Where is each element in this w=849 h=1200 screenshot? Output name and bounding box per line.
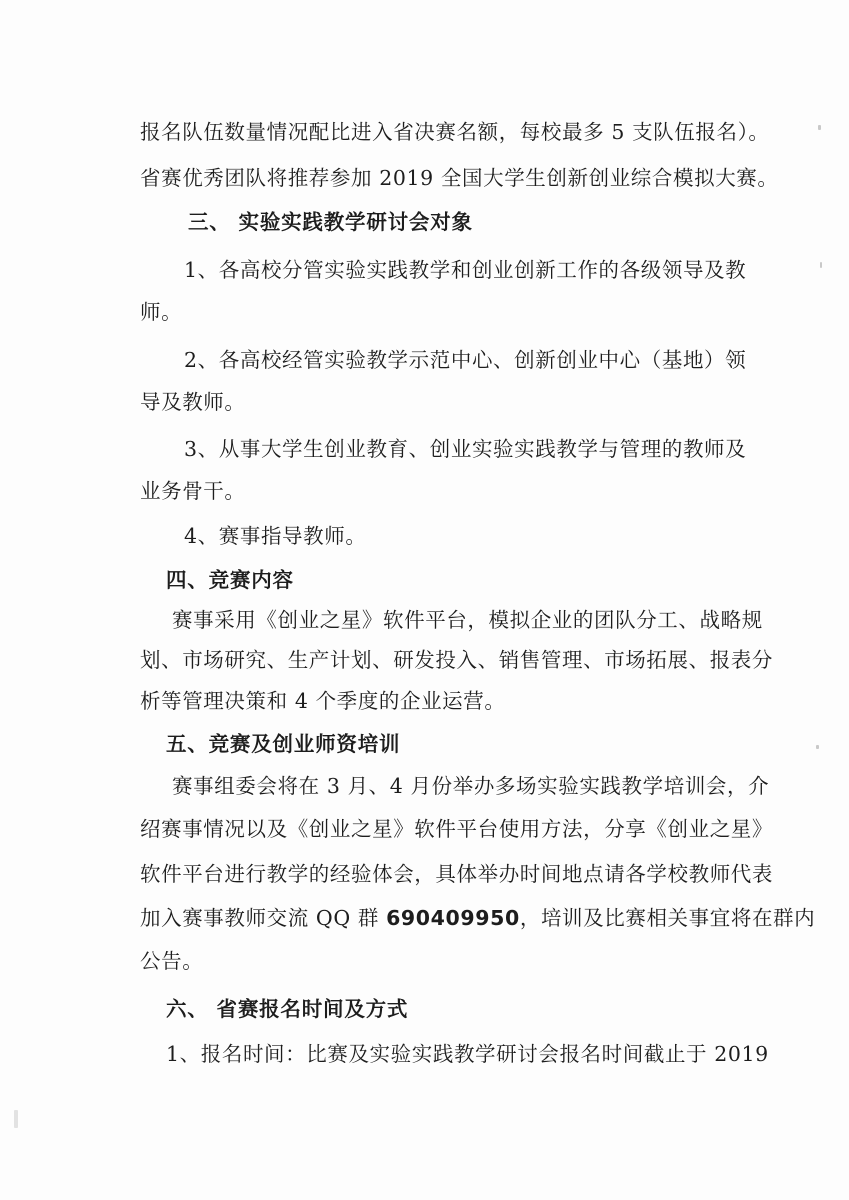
scan-mark (820, 262, 822, 268)
list-item-line: 师。 (140, 300, 183, 324)
section-heading-5: 五、竞赛及创业师资培训 (166, 732, 401, 756)
paragraph-line: 绍赛事情况以及《创业之星》软件平台使用方法，分享《创业之星》 (140, 817, 773, 841)
paragraph-line: 软件平台进行教学的经验体会，具体举办时间地点请各学校教师代表 (140, 862, 773, 886)
section-heading-3: 三、 实验实践教学研讨会对象 (188, 210, 473, 234)
qq-group-text-rest: ，培训及比赛相关事宜将在群内 (519, 906, 816, 930)
section-heading-4: 四、竞赛内容 (166, 568, 294, 592)
scan-mark (818, 125, 821, 130)
list-item-line: 1、各高校分管实验实践教学和创业创新工作的各级领导及教 (184, 258, 747, 282)
paragraph-line-qq (140, 904, 815, 932)
scan-mark (816, 745, 819, 749)
paragraph-line: 赛事组委会将在 3 月、4 月份举办多场实验实践教学培训会，介 (172, 774, 770, 798)
section-heading-6: 六、 省赛报名时间及方式 (166, 997, 409, 1021)
qq-group-text: 加入赛事教师交流 QQ 群 (140, 906, 387, 930)
qq-group-number: 690409950 (386, 906, 520, 930)
paragraph-line: 划、市场研究、生产计划、研发投入、销售管理、市场拓展、报表分 (140, 648, 773, 672)
paragraph-line: 析等管理决策和 4 个季度的企业运营。 (140, 689, 506, 713)
list-item-line: 3、从事大学生创业教育、创业实验实践教学与管理的教师及 (184, 437, 747, 461)
list-item-line: 4、赛事指导教师。 (184, 524, 367, 548)
paragraph-line: 省赛优秀团队将推荐参加 2019 全国大学生创新创业综合模拟大赛。 (140, 166, 779, 190)
paragraph-line: 1、报名时间：比赛及实验实践教学研讨会报名时间截止于 2019 (166, 1042, 769, 1066)
scan-mark (14, 1110, 18, 1128)
paragraph-line: 赛事采用《创业之星》软件平台，模拟企业的团队分工、战略规 (172, 608, 763, 632)
list-item-line: 导及教师。 (140, 390, 246, 414)
list-item-line: 业务骨干。 (140, 479, 246, 503)
paragraph-line: 公告。 (140, 949, 204, 973)
paragraph-line: 报名队伍数量情况配比进入省决赛名额，每校最多 5 支队伍报名）。 (140, 120, 770, 144)
list-item-line: 2、各高校经管实验教学示范中心、创新创业中心（基地）领 (184, 348, 747, 372)
